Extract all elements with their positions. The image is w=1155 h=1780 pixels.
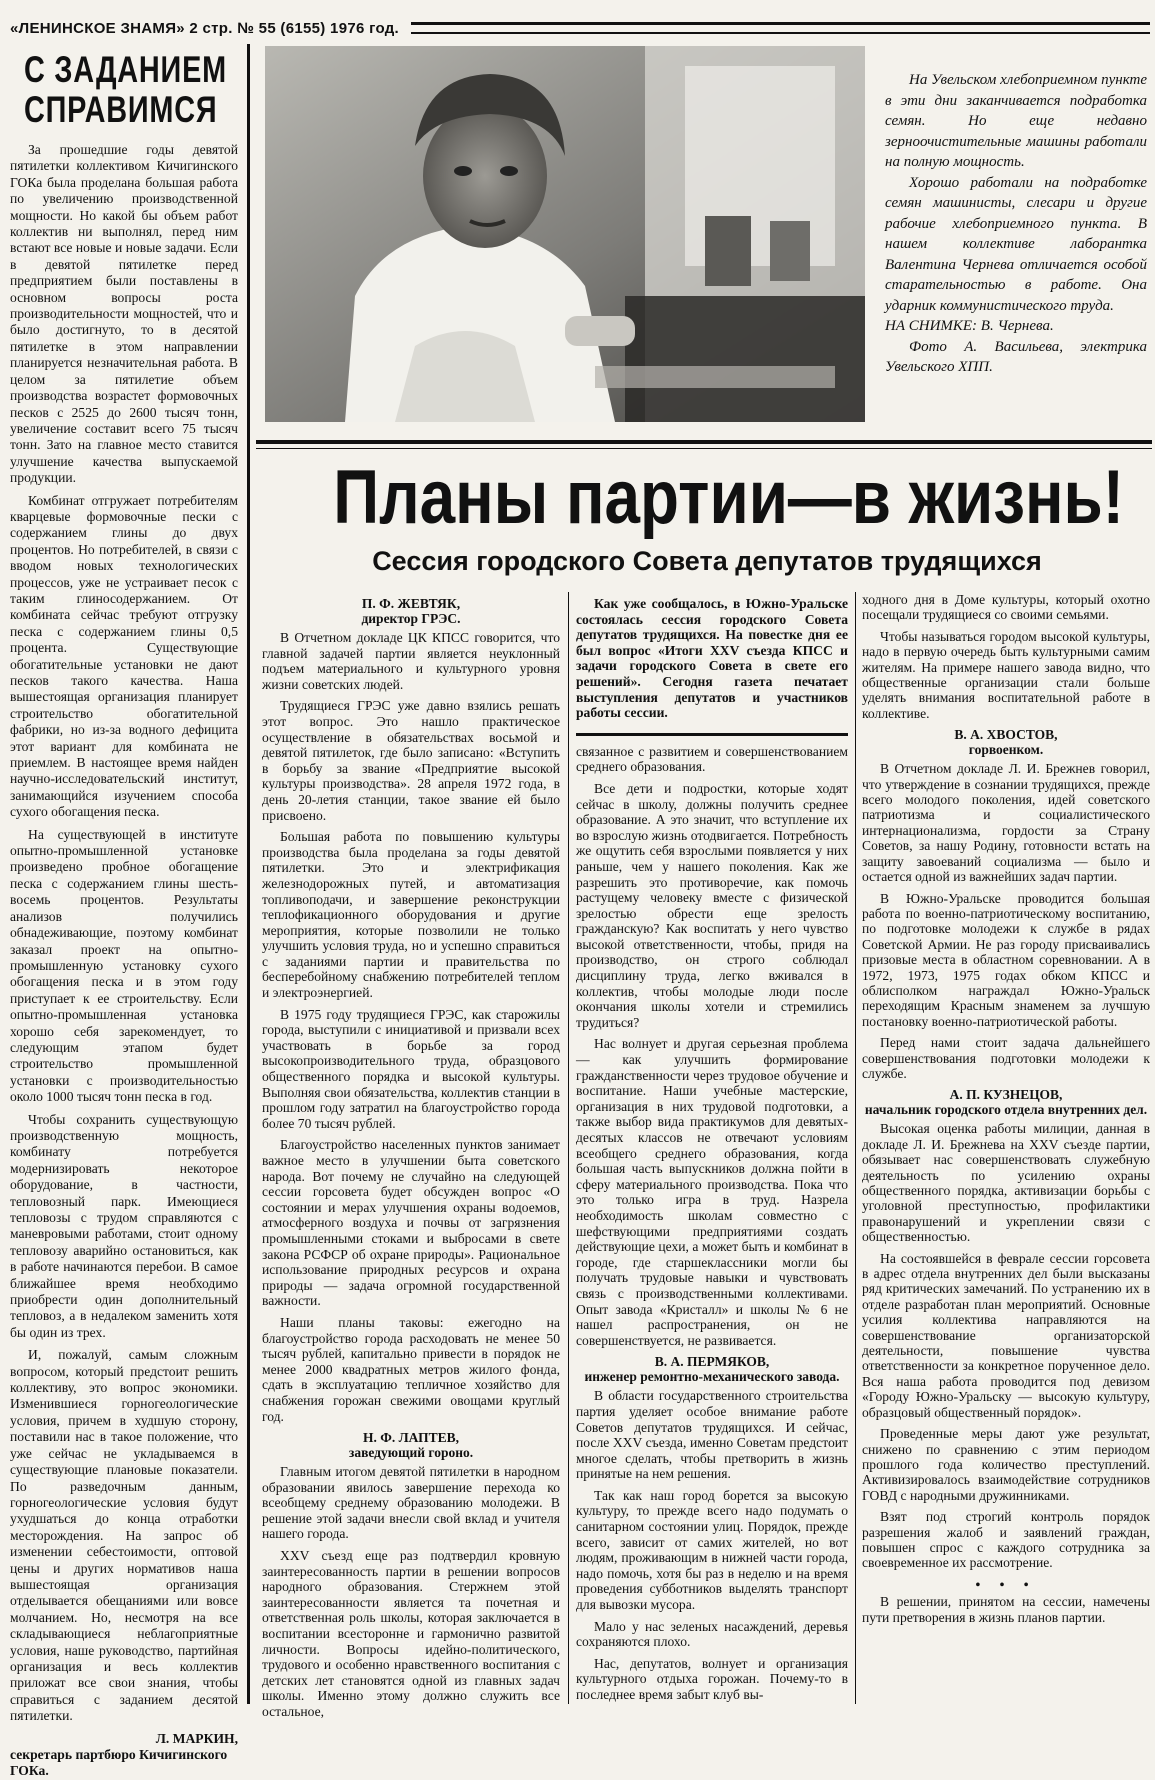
col4-final-paragraph: В решении, принятом на сессии, намечены пути претворения в жизнь планов партии.	[862, 1594, 1150, 1625]
col4-paragraph: Проведенные меры дают уже результат, снижено по сравнению с этим периодом прошлого года количество преступлений. Активизировалось взаимодействие сотрудников ГОВД с народными дружинниками.	[862, 1426, 1150, 1503]
col3-paragraph: связанное с развитием и совершенствованием среднего образования.	[576, 743, 848, 775]
column-khvostov-kuznetsov	[862, 592, 1150, 1631]
left-title-line2: СПРАВИМСЯ	[24, 89, 218, 130]
sub-headline: Сессия городского Совета депутатов трудящихся	[372, 546, 1042, 576]
left-signature-name: Л. МАРКИН,	[155, 1730, 238, 1746]
col4-paragraph: Чтобы называться городом высокой культуры, надо в первую очередь быть культурными самим жителям. На примере нашего завода видно, что общественные организации стали больше уделять внимания воспитательной работе в коллективе.	[862, 628, 1150, 721]
left-paragraph: На существующей в институте опытно-промышленной установке произведено пробное обогащение песка с содержанием глины шесть-восемь процентов. Результаты анализов получились обнадеживающие, поэтому комбинат заказал проект на опытно-промышленную установку сухого обогащения песка и в этом году приступает к ее строительству. Если опытно-промышленная установка хорошо себя зарекомендует, то следующим этапом будет строительство промышленной установки с производительностью около 1000 тысяч тонн песка в год.	[10, 826, 238, 1105]
main-headline: Планы партии—в жизнь!	[333, 455, 1125, 540]
photo-laborant-icon	[265, 46, 865, 422]
caption-paragraph: На Увельском хлебоприемном пункте в эти дни заканчивается подработка семян. Но еще недавно зерноочистительные машины работали на полную мощность.	[885, 72, 1147, 170]
separator-dots: • • •	[975, 1576, 1037, 1592]
col2-paragraph: Трудящиеся ГРЭС уже давно взялись решать этот вопрос. Это нашло практическое осуществление в обязательствах восьмой и девятой пятилеток, где было записано: «Вступить в борьбу за звание «Предприятие высокой культуры производства». 28 апреля 1972 года, в день 20-летия станции, такое звание ей было присвоено.	[262, 698, 560, 823]
col2-paragraph: Наши планы таковы: ежегодно на благоустройство города расходовать не менее 50 тысяч рублей, капитально привести в порядок не менее 2000 квадратных метров жилого фонда, сдать в эксплуатацию тепличное хозяйство для снабжения горожан свежими овощами круглый год.	[262, 1314, 560, 1424]
signature-laptev	[262, 1430, 560, 1460]
signature-kuznetsov	[862, 1087, 1150, 1117]
signature-name: В. А. ПЕРМЯКОВ,	[654, 1354, 770, 1370]
column-intro-permyakov	[576, 596, 848, 1709]
col4-paragraph: В Отчетном докладе Л. И. Брежнев говорил, что утверждение в сознании трудящихся, прежде всего молодого поколения, идей советского патриотизма и социалистического интернационализма, гордости за Страну Советов, за нашу Родину, готовности встать на защиту завоеваний социализма — было и остается одной из важнейших задач партии.	[862, 761, 1150, 885]
left-signature-role: секретарь партбюро Кичигинского ГОКа.	[10, 1747, 228, 1779]
column-divider-mid2	[855, 592, 856, 1704]
col4-paragraph: На состоявшейся в феврале сессии горсовета в адрес отдела внутренних дел были высказаны ряд критических замечаний. По устранению их в отделе разработан план мероприятий. Основные усилия коллектива направляются на совершенствование организаторской деятельности, повышение чувства ответственности за конкретное порученное дело. Вся наша работа проводится под девизом «Городу Южно-Уральску — высокую культуру, образцовый общественный порядок».	[862, 1250, 1150, 1420]
intro-text: Как уже сообщалось, в Южно-Уральске состоялась сессия городского Совета депутатов трудящихся. На повестке дня ее был вопрос «Итоги XXV съезда КПСС и задачи городского Совета в свете его решений». Сегодня газета печатает выступления депутатов и участников работы сессии.	[576, 596, 848, 721]
col3-paragraph: В области государственного строительства партия уделяет особое внимание работе Советов депутатов трудящихся. И сейчас, после XXV съезда, именно Советам предстоит многое сделать, чтобы претворить в жизнь принятые на нем решения.	[576, 1388, 848, 1482]
col3-paragraph: Нас волнует и другая серьезная проблема — как улучшить формирование гражданственности через трудовое обучение и воспитание. Наши учебные мастерские, организация в них трудовой подготовки, а также выбор вида практикумов для девятых-десятых классов не отвечают условиям всеобщего среднего образования, когда большая часть выпускников должна пойти в сферу материального производства. Пока что это только игра в труд. Назрела необходимость школам совместно с шефствующими предприятиями создать действующие цехи, а может быть и комбинат в городе, где старшеклассники могли бы получать трудовые навыки и чувствовать связь с производственными коллективами. Опыт завода «Кристалл» и школы № 6 не нашел распространения, он не совершенствуется, не развивается.	[576, 1036, 848, 1348]
signature-name: А. П. КУЗНЕЦОВ,	[949, 1087, 1063, 1103]
left-paragraph: Комбинат отгружает потребителям кварцевые формовочные пески с содержанием глины до двух процентов. Но потребителей, в связи с вводом новых технологических процессов, уже не устраивает песок с таким глиносодержанием. От комбината сейчас требуют отгрузку песка с содержанием глины 0,5 процента. Существующие обогатительные установки не дают песков такого качества. Наша вышестоящая организация планирует строительство обогатительной фабрики, но из-за водного дефицита этот вариант для комбината не приемлем. В настоящее время найден научно-исследовательский институт, занимающийся изучением способа сухого обогащения песка.	[10, 492, 238, 820]
col4-paragraph: Перед нами стоит задача дальнейшего совершенствования подготовки молодежи к службе.	[862, 1035, 1150, 1081]
section-rule-thick	[256, 440, 1152, 444]
signature-name: П. Ф. ЖЕВТЯК,	[361, 596, 461, 611]
col3-paragraph: Нас, депутатов, волнует и организация культурного отдыха горожан. Почему-то в последнее время забыт клуб вы-	[576, 1655, 848, 1702]
signature-role: директор ГРЭС.	[361, 611, 461, 626]
column-zhevtyak-laptev	[262, 590, 560, 1726]
left-article-title	[24, 50, 238, 134]
caption-credit: Фото А. Васильева, электрика Увельского ХПП.	[885, 338, 1147, 375]
col2-paragraph: Большая работа по повышению культуры производства была проделана за годы девятой пятилетки. Это и электрификация железнодорожных путей, и автоматизация топливоподачи, и завершение реконструкции теплофикационного оборудования и другие мероприятия, которые позволили не только улучшить условия труда, но и успешно справиться с заданиями партии и правительства по бесперебойному снабжению потребителей теплом и электроэнергией.	[262, 829, 560, 1001]
signature-zhevtyak	[262, 596, 560, 626]
masthead-rule	[411, 22, 1150, 34]
column-divider-mid1	[568, 592, 569, 1704]
left-signature	[10, 1731, 238, 1780]
col2-paragraph: В 1975 году трудящиеся ГРЭС, как старожилы города, выступили с инициативой и призвали всех участвовать в борьбе за город высокопроизводительного труда, образцового общественного порядка и высокой культуры. Выполняя свои обязательства, коллектив станции в прошлом году затратил на благоустройство города более 70 тысяч рублей.	[262, 1006, 560, 1131]
col3-paragraph: Мало у нас зеленых насаждений, деревья сохраняются плохо.	[576, 1618, 848, 1650]
column-divider-left	[247, 44, 250, 1704]
col4-paragraph: Высокая оценка работы милиции, данная в докладе Л. И. Брежнева на XXV съезде партии, обязывает нас совершенствовать служебную деятельность по усилению охраны общественного порядка, активизации борьбы с уголовной преступностью, профилактики правонарушений и укреплении связи с общественностью.	[862, 1121, 1150, 1245]
col2-paragraph: В Отчетном докладе ЦК КПСС говорится, что главной задачей партии является неуклонный подъем материального и культурного уровня жизни советских людей.	[262, 630, 560, 692]
masthead-line	[10, 18, 1150, 38]
signature-role: начальник городского отдела внутренних дел.	[864, 1102, 1148, 1118]
signature-role: горвоенком.	[968, 742, 1044, 758]
photo-caption	[885, 70, 1147, 378]
col3-paragraph: Так как наш город борется за высокую культуру, то прежде всего надо подумать о санитарном состоянии улиц. Порядок, прежде всего, зависит от самих жителей, но вот людям, проживающим в нижней части города, надо помочь, хотя бы раз в неделю и на время проведения субботников выделять транспорт для вывозки мусора.	[576, 1487, 848, 1613]
signature-name: Н. Ф. ЛАПТЕВ,	[363, 1430, 459, 1446]
signature-khvostov	[862, 727, 1150, 757]
left-paragraph: За прошедшие годы девятой пятилетки коллективом Кичигинского ГОКа была проделана большая работа по увеличению производственной мощности. Но какой бы объем работ коллектив ни выполнял, перед ним встают все новые и новые задачи. Если в девятой пятилетке перед предприятием были поставлены в основном вопросы роста производительности мощностей, что и было достигнуто, то в десятой пятилетке в этом направлении планируется незначительная работа. В целом за пятилетие объем производства возрастет формовочных песков с 2525 до 2600 тысяч тонн, увеличение составит всего 75 тысяч тонн. Зато на главное место ставится улучшение качества выпускаемой продукции.	[10, 142, 238, 486]
col2-paragraph: Благоустройство населенных пунктов занимает важное место в улучшении быта советского народа. Вот почему не случайно на следующей сессии горсовета будет обсужден вопрос «О состоянии и мерах улучшения охраны водоемов, атмосферного воздуха и почвы от загрязнения промышленными стоками и выбросами в свете закона РСФСР об охране природы». Рациональное использование природных ресурсов и охрана природы — задача огромной государственной важности.	[262, 1137, 560, 1309]
photo	[265, 46, 865, 422]
signature-name: В. А. ХВОСТОВ,	[954, 727, 1058, 743]
left-paragraph: И, пожалуй, самым сложным вопросом, который предстоит решить коллективу, это вопрос экономики. Изменившиеся горногеологические условия, причем в худшую сторону, поставили нас в такое положение, что уже сейчас не укладываемся в существующие плановые показатели. По разведочным данным, горногеологические условия будут ухудшаться до конца отработки месторождения. На запрос об изменении себестоимости, оптовой цены и других нормативов наша вышестоящая организация отделывается обещаниями или вовсе молчанием. Но, несмотря на все складывающиеся неблагоприятные условия, наше руководство, партийная организация и весь коллектив приложат все свои знания, чтобы справиться с заданием десятой пятилетки.	[10, 1347, 238, 1724]
masthead-text: «ЛЕНИНСКОЕ ЗНАМЯ» 2 стр. № 55 (6155) 1976 год.	[10, 19, 399, 37]
col2-paragraph: Главным итогом девятой пятилетки в народном образовании явилось завершение перехода ко всеобщему среднему образованию молодежи. В решение этой задачи внесли свой вклад и учителя нашего города.	[262, 1464, 560, 1542]
col4-paragraph: ходного дня в Доме культуры, который охотно посещали трудящиеся со своими семьями.	[862, 592, 1150, 623]
col4-paragraph: Взят под строгий контроль порядок разрешения жалоб и заявлений граждан, повышен спрос с каждого сотрудника за своевременное их рассмотрение.	[862, 1509, 1150, 1571]
signature-permyakov	[576, 1354, 848, 1384]
section-rule-thin	[256, 448, 1152, 449]
col3-paragraph: Все дети и подростки, которые ходят сейчас в школу, должны получить среднее образование. А это значит, что вступление их во взрослую жизнь отодвигается. Потребность же ощутить себя взрослыми появляется у них раньше, чем у нашего поколения. Как же разрешить это противоречие, как помочь растущему человеку вместе с физической зрелостью обрести еще зрелость гражданскую? Как воспитать у него чувство высокой ответственности, чтобы, придя на производство, он строго соблюдал дисциплину труда, легко вживался в коллектив, чтобы молодые люди после окончания школы хотели и стремились трудиться?	[576, 780, 848, 1030]
col4-paragraph: В Южно-Уральске проводится большая работа по военно-патриотическому воспитанию, по подготовке молодежи к службе в рядах Советской Армии. Не раз городу присваивались призовые места в областном соревновании. А в 1972, 1973, 1975 годах обком КПСС и облисполком награждал Южно-Уральск переходящим Красным знаменем за лучшую постановку военно-патриотической работы.	[862, 890, 1150, 1029]
left-paragraph: Чтобы сохранить существующую производственную мощность, комбинату потребуется модернизировать некоторое оборудование, в частности, тепловозный парк. Имеющиеся тепловозы с трудом справляются с маневровыми работами, стоит одному тепловозу аварийно остановиться, как в работе начинаются перебои. В самое ближайшее время необходимо приобрести один дополнительный тепловоз, а в недалеком заменить хотя бы один из трех.	[10, 1111, 238, 1340]
left-article	[10, 44, 238, 1780]
caption-paragraph: Хорошо работали на подработке семян машинисты, слесари и другие рабочие хлебоприемного пункта. В нашем коллективе лаборантка Валентина Чернева отличается особой старательностью в работе. Она ударник коммунистического труда.	[885, 174, 1147, 314]
col2-paragraph: XXV съезд еще раз подтвердил кровную заинтересованность партии в решении вопросов народного образования. Стержнем этой заинтересованности является та почетная и ответственная роль школы, которая заключается в воспитании всесторонне и гармонично развитой личности. Вопросы идейно-политического, трудового и особенно нравственного воспитания с детских лет становятся одной из главных задач школы. Именно этому должно служить все остальное,	[262, 1548, 560, 1719]
intro-box	[576, 596, 848, 736]
signature-role: заведующий гороно.	[348, 1445, 474, 1461]
caption-on-photo: НА СНИМКЕ: В. Чернева.	[885, 318, 1054, 334]
signature-role: инженер ремонтно-механического завода.	[584, 1369, 840, 1385]
left-title-line1: С ЗАДАНИЕМ	[24, 49, 227, 90]
